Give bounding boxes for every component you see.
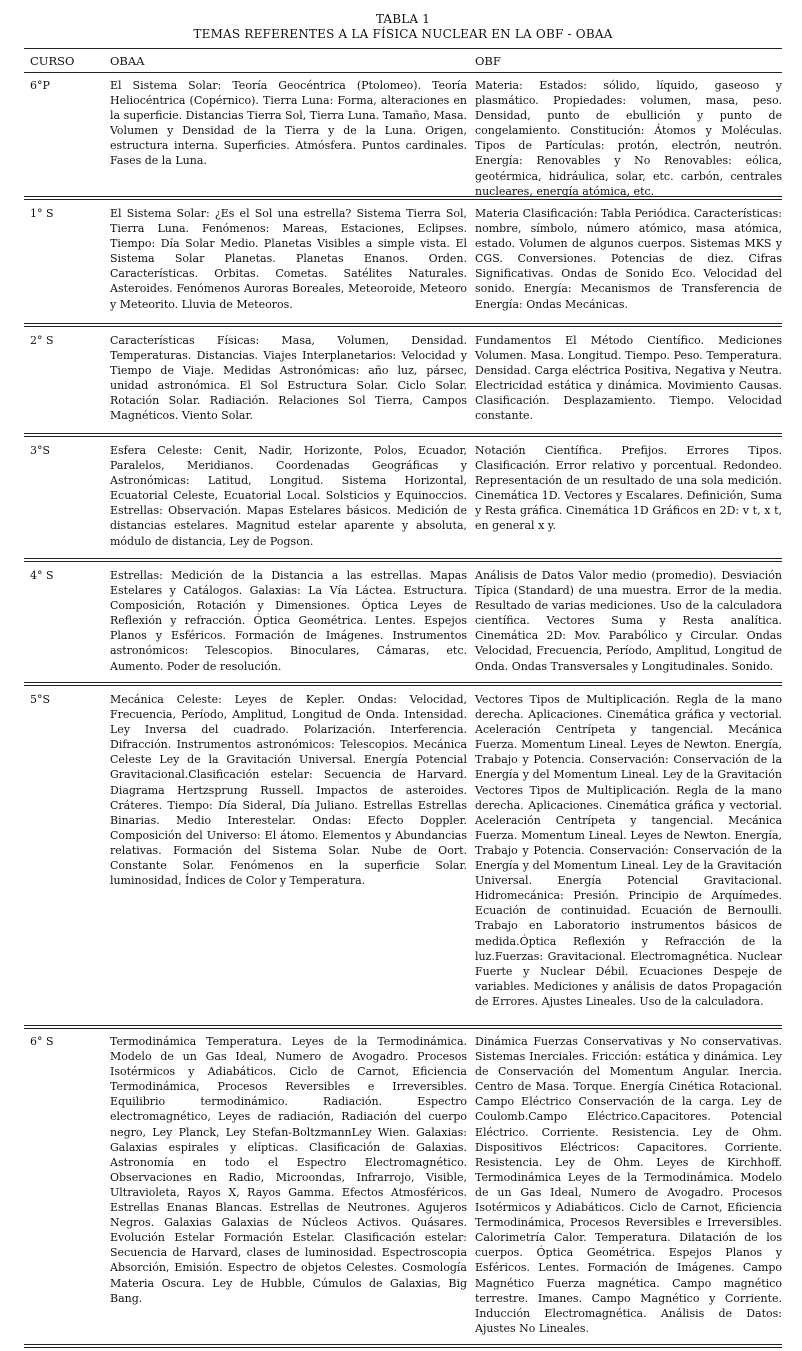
header-obf: OBF xyxy=(475,54,501,68)
row-obaa: El Sistema Solar: ¿Es el Sol una estrella? Sistema Tierra Sol, Tierra Luna. Fenómenos: Mareas, Estaciones, Eclipses. Tiempo: Día Solar Medio. Planetas Visibles a simple vista. El Sistema Solar Planetas. Planetas Enanos. Orden. Características. Orbitas. Cometas. Satélites Naturales. Asteroides. Fenómenos Auroras Boreales, Meteoroide, Meteoro y Meteorito. Lluvia de Meteoros. xyxy=(110,207,467,311)
table-container xyxy=(24,12,782,1348)
row-curso: 6°P xyxy=(30,79,50,92)
row-obf: Notación Científica. Prefijos. Errores Tipos. Clasificación. Error relativo y porcentual. Redondeo. Representación de un resultado de una sola medición. Cinemática 1D. Vectores y Escalares. Definición, Suma y Resta gráfica. Cinemática 1D Gráficos en 2D: v t, x t, en general x y. xyxy=(475,444,782,533)
table-row xyxy=(24,200,782,323)
row-obaa: Estrellas: Medición de la Distancia a las estrellas. Mapas Estelares y Catálogos. Galaxias: La Vía Láctea. Estructura. Composición, Rotación y Dimensiones. Óptica Leyes de Reflexión y refracción. Óptica Geométrica. Lentes. Espejos Planos y Esféricos. Formación de Imágenes. Instrumentos astronómicos: Telescopios. Binoculares, Cámaras, etc. Aumento. Poder de resolución. xyxy=(110,569,467,673)
row-curso: 1° S xyxy=(30,207,54,220)
row-obf: Análisis de Datos Valor medio (promedio). Desviación Típica (Standard) de una muestra. Error de la media. Resultado de varias mediciones. Uso de la calculadora científica. Vectores Suma y Resta analítica. Cinemática 2D: Mov. Parabólico y Circular. Ondas Velocidad, Frecuencia, Período, Amplitud, Longitud de Onda. Ondas Transversales y Longitudinales. Sonido. xyxy=(475,569,782,673)
row-obf: Materia Clasificación: Tabla Periódica. Características: nombre, símbolo, número atómico, masa atómica, estado. Volumen de algunos cuerpos. Sistemas MKS y CGS. Conversiones. Potencias de diez. Cifras Significativas. Ondas de Sonido Eco. Velocidad del sonido. Energía: Mecanismos de Transferencia de Energía: Ondas Mecánicas. xyxy=(475,207,782,311)
row-obaa: El Sistema Solar: Teoría Geocéntrica (Ptolomeo). Teoría Heliocéntrica (Copérnico). Tierra Luna: Forma, alteraciones en la superficie. Distancias Tierra Sol, Tierra Luna. Tamaño, Masa. Volumen y Densidad de la Tierra y de la Luna. Origen, estructura interna. Superficies. Atmósfera. Puntos cardinales. Fases de la Luna. xyxy=(110,79,467,168)
row-obf: Vectores Tipos de Multiplicación. Regla de la mano derecha. Aplicaciones. Cinemática gráfica y vectorial. Aceleración Centrípeta y tangencial. Mecánica Fuerza. Momentum Lineal. Leyes de Newton. Energía, Trabajo y Potencia. Conservación: Conservación de la Energía y del Momentum Lineal. Ley de la Gravitación Vectores Tipos de Multiplicación. Regla de la mano derecha. Aplicaciones. Cinemática gráfica y vectorial. Aceleración Centrípeta y tangencial. Mecánica Fuerza. Momentum Lineal. Leyes de Newton. Energía, Trabajo y Potencia. Conservación: Conservación de la Energía y del Momentum Lineal. Ley de la Gravitación Universal. Energía Potencial Gravitacional. Hidromecánica: Presión. Principio de Arquímedes. Ecuación de continuidad. Ecuación de Bernoulli. Trabajo en Laboratorio instrumentos básicos de medida.Óptica Reflexión y Refracción de la luz.Fuerzas: Gravitacional. Electromagnética. Nuclear Fuerte y Nuclear Débil. Ecuaciones Despeje de variables. Mediciones y análisis de datos Propagación de Errores. Ajustes Lineales. Uso de la calculadora. xyxy=(475,693,782,1008)
header-obaa: OBAA xyxy=(110,54,145,68)
header-curso: CURSO xyxy=(30,54,75,68)
row-obaa: Esfera Celeste: Cenit, Nadir, Horizonte, Polos, Ecuador, Paralelos, Meridianos. Coordenadas Geográficas y Astronómicas: Latitud, Longitud. Sistema Horizontal, Ecuatorial Celeste, Ecuatorial Local. Solsticios y Equinoccios. Estrellas: Observación. Mapas Estelares básicos. Medición de distancias estelares. Magnitud estelar aparente y absoluta, módulo de distancia, Ley de Pogson. xyxy=(110,444,467,548)
row-curso: 5°S xyxy=(30,693,51,706)
row-obaa: Mecánica Celeste: Leyes de Kepler. Ondas: Velocidad, Frecuencia, Período, Amplitud, Longitud de Onda. Intensidad. Ley Inversa del cuadrado. Polarización. Interferencia. Difracción. Instrumentos astronómicos: Telescopios. Mecánica Celeste Ley de la Gravitación Universal. Energía Potencial Gravitacional.Clasificación estelar: Secuencia de Harvard. Diagrama Hertzsprung Russell. Impactos de asteroides. Cráteres. Tiempo: Día Sideral, Día Juliano. Estrellas Estrellas Binarias. Medio Interestelar. Ondas: Efecto Doppler. Composición del Universo: El átomo. Elementos y Abundancias relativas. Formación del Sistema Solar. Nube de Oort. Constante Solar. Fenómenos en la superficie Solar. luminosidad, Índices de Color y Temperatura. xyxy=(110,693,467,888)
row-curso: 6° S xyxy=(30,1035,54,1048)
table-row xyxy=(24,562,782,682)
row-obaa: Termodinámica Temperatura. Leyes de la Termodinámica. Modelo de un Gas Ideal, Numero de Avogadro. Procesos Isotérmicos y Adiabáticos. Ciclo de Carnot, Eficiencia Termodinámica, Procesos Reversibles e Irreversibles. Equilibrio termodinámico. Radiación. Espectro electromagnético, Leyes de radiación, Radiación del cuerpo negro, Ley Planck, Ley Stefan-BoltzmannLey Wien. Galaxias: Galaxias espirales y elípticas. Clasificación de Galaxias. Astronomía en todo el Espectro Electromagnético. Observaciones en Radio, Microondas, Infrarrojo, Visible, Ultravioleta, Rayos X, Rayos Gamma. Efectos Atmosféricos. Estrellas Enanas Blancas. Estrellas de Neutrones. Agujeros Negros. Galaxias Galaxias de Núcleos Activos. Quásares. Evolución Estelar Formación Estelar. Clasificación estelar: Secuencia de Harvard, clases de luminosidad. Espectroscopia Absorción, Emisión. Espectro de objetos Celestes. Cosmología Materia Oscura. Ley de Hubble, Cúmulos de Galaxias, Big Bang. xyxy=(110,1035,467,1305)
table-row xyxy=(24,686,782,1025)
row-obf: Dinámica Fuerzas Conservativas y No conservativas. Sistemas Inerciales. Fricción: estática y dinámica. Ley de Conservación del Momentum Angular. Inercia. Centro de Masa. Torque. Energía Cinética Rotacional. Campo Eléctrico Conservación de la carga. Ley de Coulomb.Campo Eléctrico.Capacitores. Potencial Eléctrico. Corriente. Resistencia. Ley de Ohm. Dispositivos Eléctricos: Capacitores. Corriente. Resistencia. Ley de Ohm. Leyes de Kirchhoff. Termodinámica Leyes de la Termodinámica. Modelo de un Gas Ideal, Numero de Avogadro. Procesos Isotérmicos y Adiabáticos. Ciclo de Carnot, Eficiencia Termodinámica, Procesos Reversibles e Irreversibles. Calorimetría Calor. Temperatura. Dilatación de los cuerpos. Óptica Geométrica. Espejos Planos y Esféricos. Lentes. Formación de Imágenes. Campo Magnético Fuerza magnética. Campo magnético terrestre. Imanes. Campo Magnético y Corriente. Inducción Electromagnética. Análisis de Datos: Ajustes No Lineales. xyxy=(475,1035,782,1335)
row-curso: 2° S xyxy=(30,334,54,347)
table-row xyxy=(24,1029,782,1344)
bottom-rule xyxy=(24,1344,782,1348)
row-obf: Fundamentos El Método Científico. Mediciones Volumen. Masa. Longitud. Tiempo. Peso. Temperatura. Densidad. Carga eléctrica Positiva, Negativa y Neutra. Electricidad estática y dinámica. Movimiento Causas. Clasificación. Desplazamiento. Tiempo. Velocidad constante. xyxy=(475,334,782,423)
row-curso: 3°S xyxy=(30,444,51,457)
row-curso: 4° S xyxy=(30,569,54,582)
row-obf: Materia: Estados: sólido, líquido, gaseoso y plasmático. Propiedades: volumen, masa, peso. Densidad, punto de ebullición y punto de congelamiento. Constitución: Átomos y Moléculas. Tipos de Partículas: protón, electrón, neutrón. Energía: Renovables y No Renovables: eólica, geotérmica, hidráulica, solar, etc. carbón, centrales nucleares, energía atómica, etc. xyxy=(475,79,782,196)
table-row xyxy=(24,73,782,196)
table-header-row xyxy=(24,49,782,72)
table-row xyxy=(24,327,782,433)
table-subtitle: TEMAS REFERENTES A LA FÍSICA NUCLEAR EN LA OBF - OBAA xyxy=(193,27,613,41)
row-obaa: Características Físicas: Masa, Volumen, Densidad. Temperaturas. Distancias. Viajes Interplanetarios: Velocidad y Tiempo de Viaje. Medidas Astronómicas: año luz, pársec, unidad astronómica. El Sol Estructura Solar. Ciclo Solar. Rotación Solar. Radiación. Relaciones Sol Tierra, Campos Magnéticos. Viento Solar. xyxy=(110,334,467,423)
table-row xyxy=(24,437,782,558)
table-title: TABLA 1 xyxy=(375,12,431,26)
